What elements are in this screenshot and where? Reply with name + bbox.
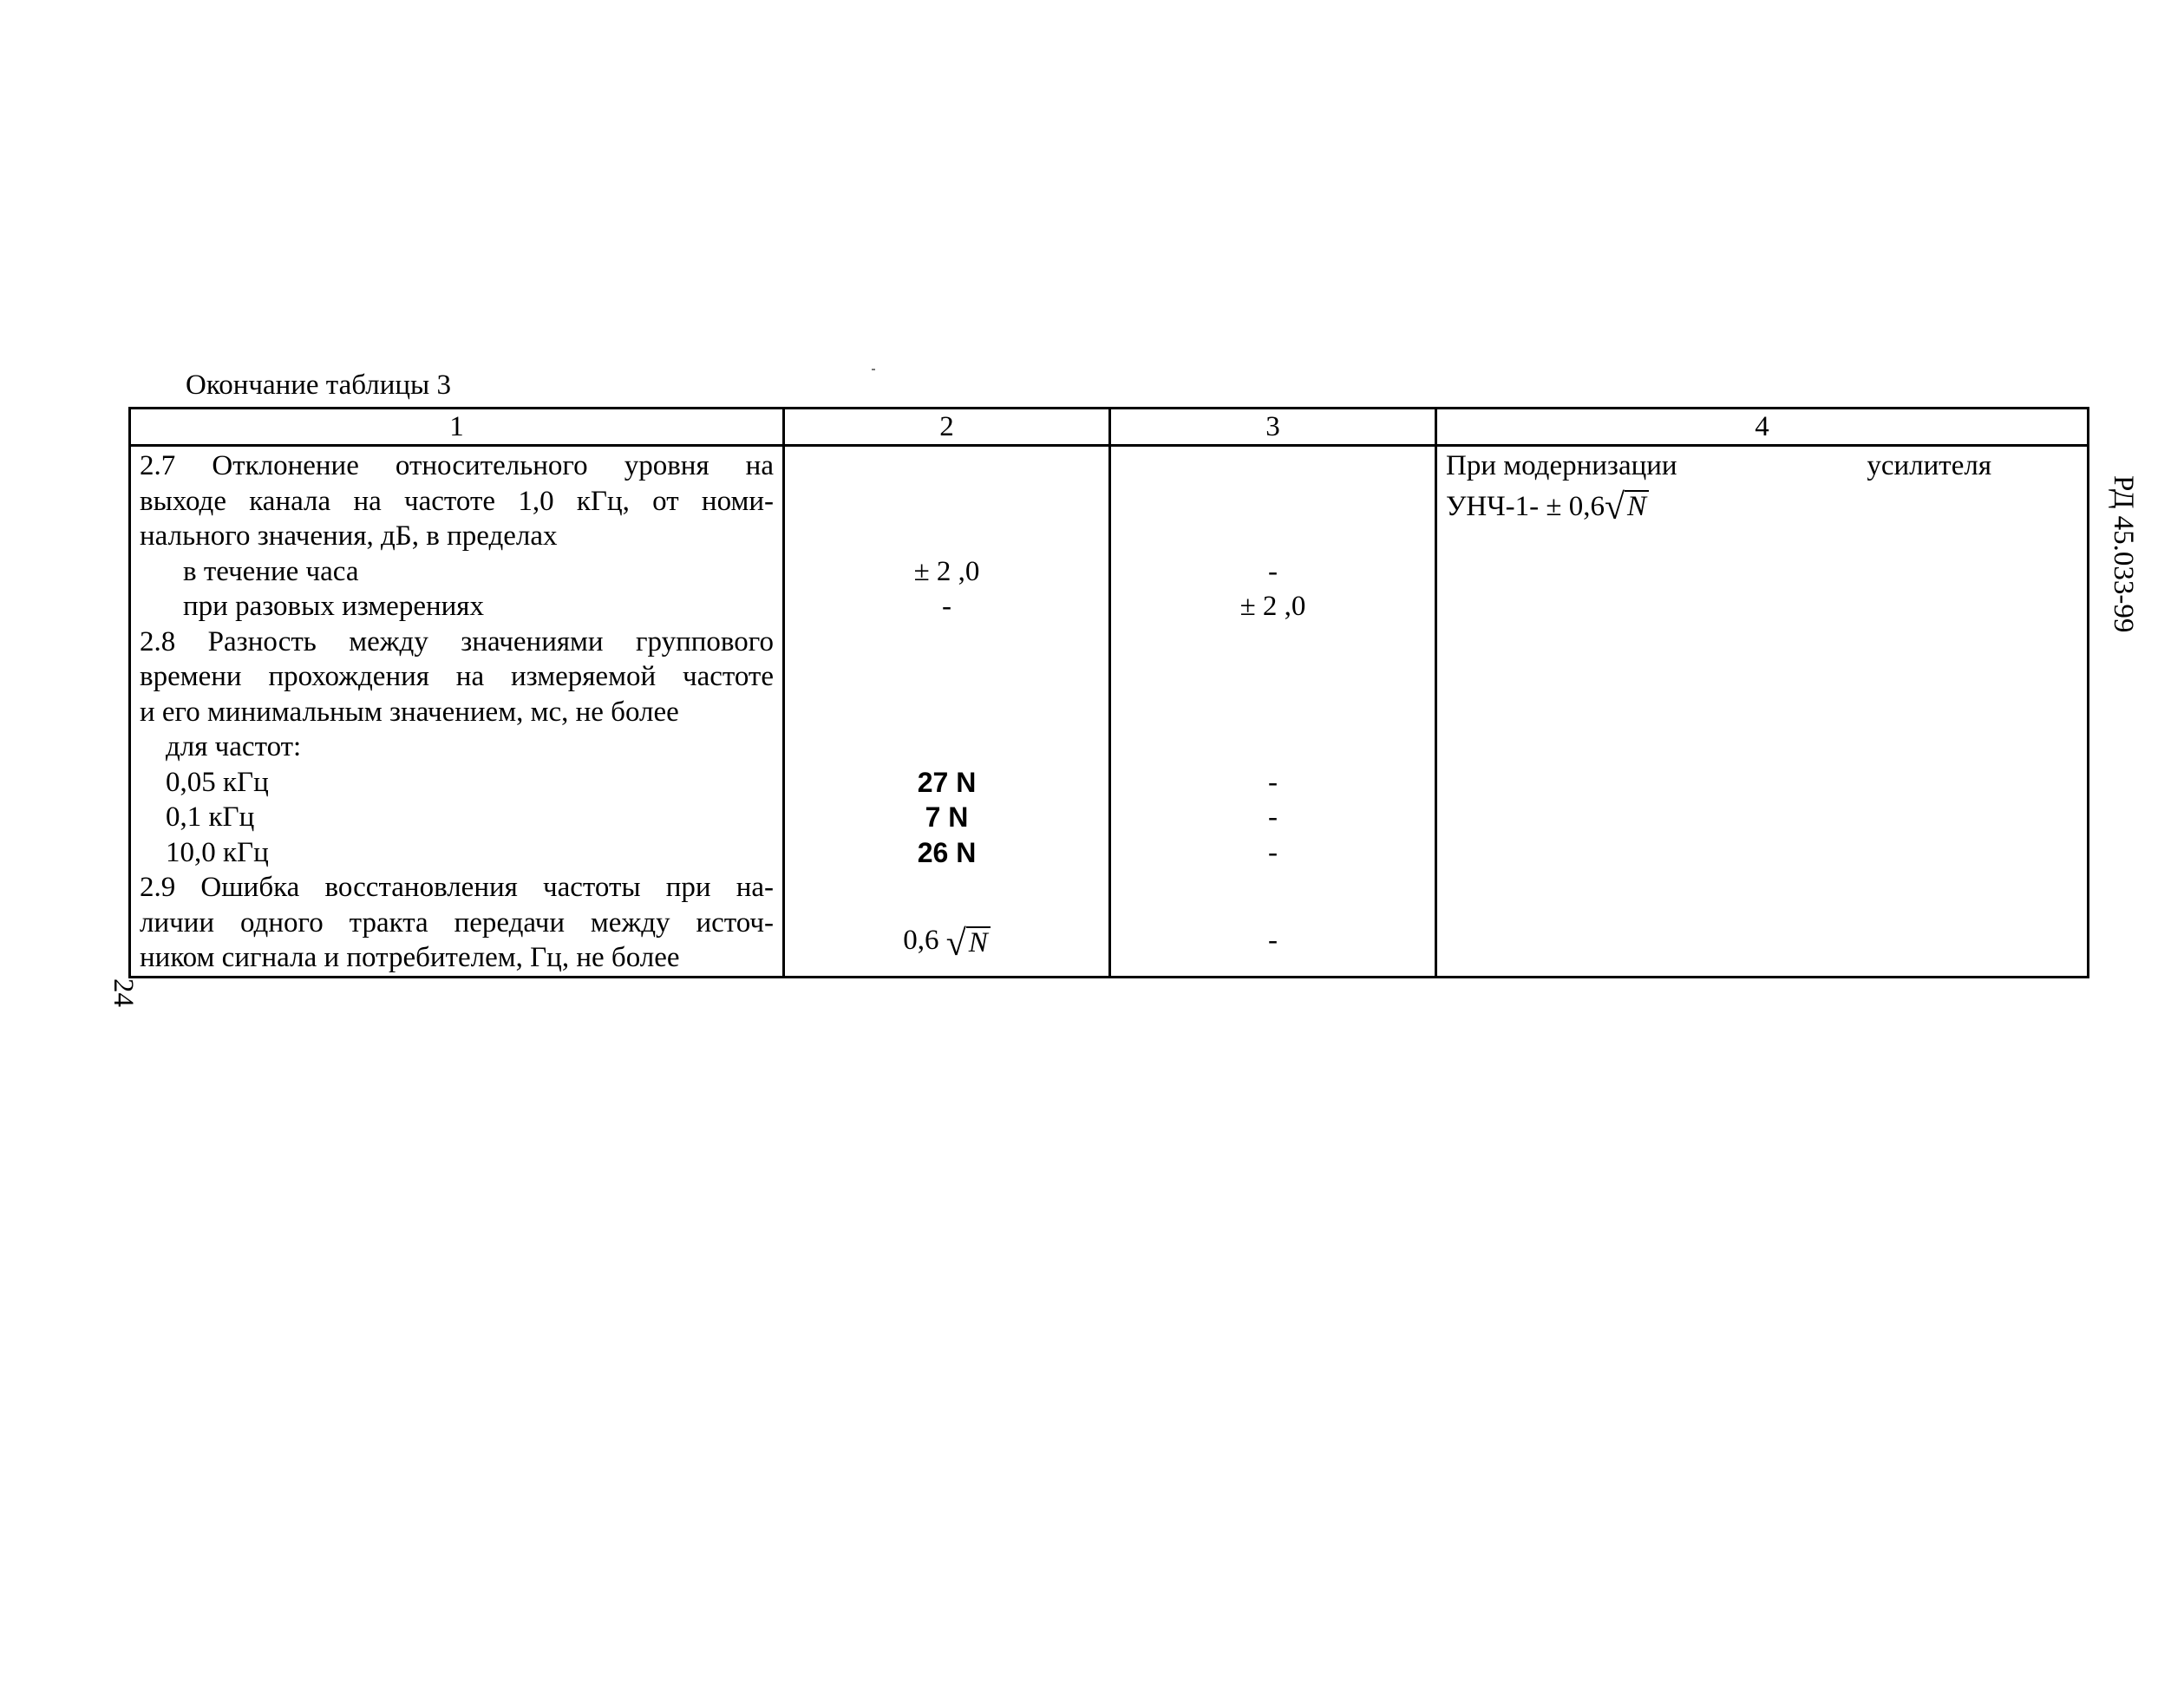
value-f005: 27 N [917,766,977,798]
param-line: выходе канала на частоте 1,0 кГц, от номи- [140,485,774,517]
header-col-2: 2 [784,409,1110,446]
value-error [794,906,1100,976]
value-error: - [1268,924,1278,956]
parameters-table [128,407,2089,978]
document-code: РД 45.033-99 [2108,475,2139,633]
param-line: 0,1 кГц [166,801,255,833]
table-caption: Окончание таблицы 3 [186,370,451,401]
error-variable: N [966,926,991,958]
header-col-1: 1 [130,409,784,446]
param-line: при разовых измерениях [183,591,484,622]
page-number: 24 [108,978,139,1007]
sqrt-expression [945,923,991,964]
parameter-description-cell [130,446,784,978]
param-line: и его минимальным значением, мс, не более [140,696,679,728]
error-coefficient: 0,6 [903,924,939,956]
value-hour: ± 2 ,0 [913,555,980,587]
note-word: При модернизации [1446,450,1677,481]
param-line: в течение часа [183,555,359,587]
param-line: нального значения, дБ, в пределах [140,520,558,552]
value-f005: - [1268,766,1278,798]
value-col-3-cell [1110,446,1436,978]
param-line: 2.8 Разность между значениями группового [140,625,774,657]
radical-sign: √ [1604,487,1625,527]
value-f01: 7 N [925,801,969,833]
note-line [1446,448,2078,484]
value-hour: - [1268,555,1278,587]
param-line: для частот: [166,731,302,762]
note-cell [1436,446,2089,978]
param-line: времени прохождения на измеряемой частоте [140,661,774,692]
note-variable: N [1625,490,1649,521]
value-f01: - [1268,801,1278,833]
note-word: усилителя [1867,450,1991,481]
param-line: ником сигнала и потребителем, Гц, не более [140,942,680,973]
value-col-2-cell [784,446,1110,978]
param-line: 2.7 Отклонение относительного уровня на [140,450,774,481]
value-f10: - [1268,836,1278,868]
param-line: 0,05 кГц [166,766,269,798]
header-col-3: 3 [1110,409,1436,446]
table-row [130,446,2089,978]
header-col-4: 4 [1436,409,2089,446]
sqrt-expression [1604,487,1649,527]
param-line: 10,0 кГц [166,836,269,868]
table-header-row [130,409,2089,446]
note-line [1446,484,2078,529]
value-single: - [942,591,951,622]
scan-speck [872,369,875,370]
radical-sign: √ [945,924,966,964]
param-line: 2.9 Ошибка восстановления частоты при на- [140,872,774,903]
value-f10: 26 N [917,836,977,868]
value-single: ± 2 ,0 [1239,591,1306,622]
note-prefix: УНЧ-1- ± 0,6 [1446,490,1605,522]
param-line: личии одного тракта передачи между источ- [140,906,774,939]
